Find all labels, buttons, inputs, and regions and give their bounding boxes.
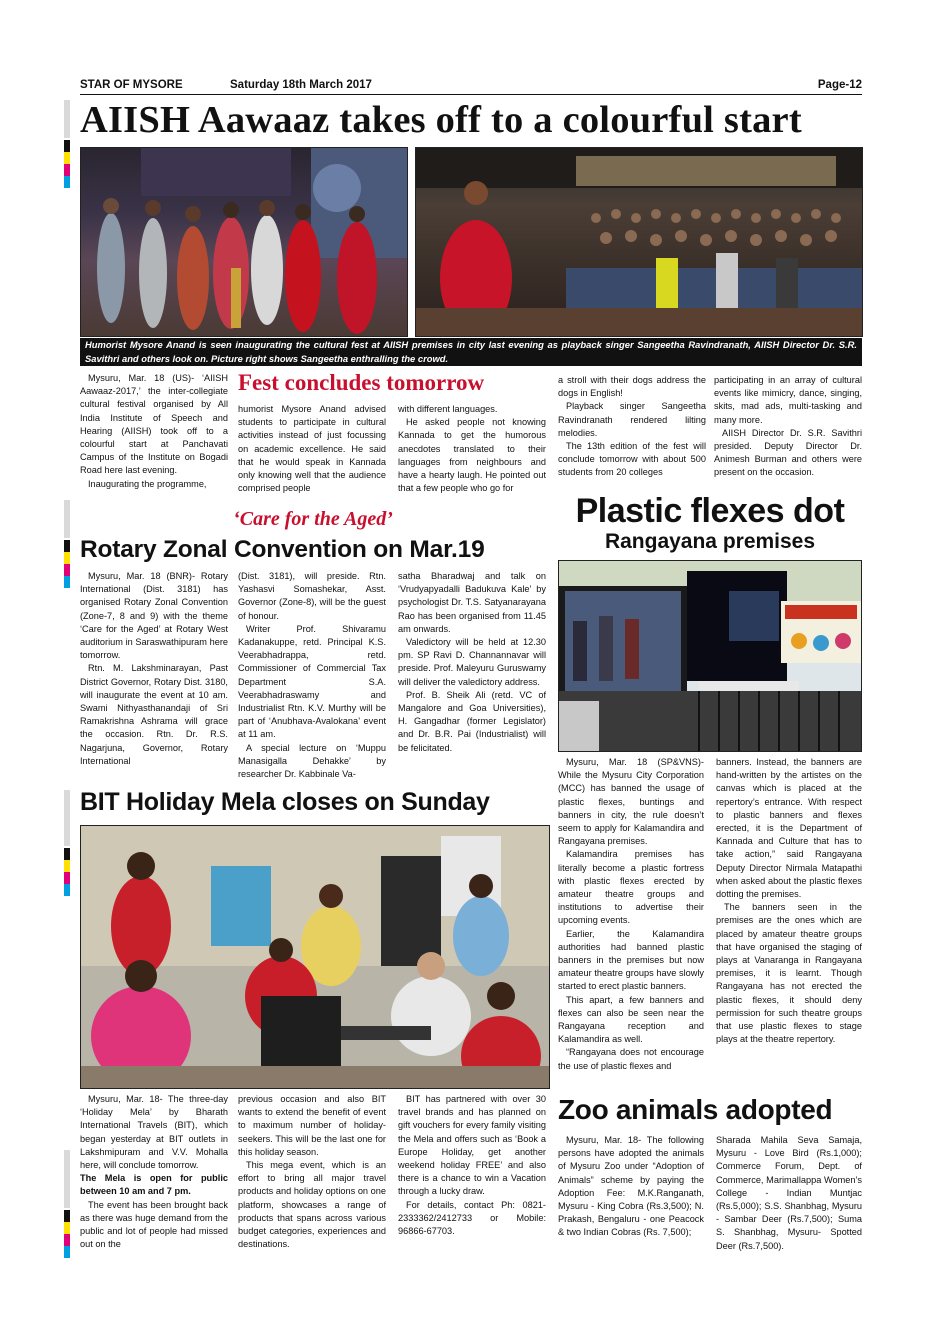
lead-col-5 <box>714 374 862 480</box>
plastic-col-1-para-b: Kalamandira premises has literally become a plastic fortress with plastic flexes erected by amateur theatre groups and institutions to advertise their upcoming events. <box>558 849 704 926</box>
plastic-col-1-para-d: This apart, a few banners and flexes can also be seen near the Rangayana reception and Kalamandira as well. <box>558 994 704 1045</box>
bit-col-2-para-a: previous occasion and also BIT wants to extend the benefit of event to maximum number of holiday-seekers. This will be the last one for this holiday season. <box>238 1094 386 1157</box>
plastic-col-2 <box>716 756 862 1046</box>
rotary-col-2 <box>238 570 386 781</box>
rotary-col-3-para-b: Valedictory will be held at 12.30 pm. SP Ravi D. Channannavar will preside. Prof. Maleyuru Guruswamy will deliver the valedictory address. <box>398 637 546 687</box>
lead-col-2-para: humorist Mysore Anand advised students to participate in cultural activities instead of just focussing on academic excellence. He said that he would speak in Kannada only knowing well that the audience comprised people <box>238 404 386 494</box>
bit-col-3 <box>398 1093 546 1238</box>
bit-col-1-para-bold: The Mela is open for public between 10 am and 7 pm. <box>80 1173 228 1197</box>
margin-bar-bottom <box>64 1150 70 1208</box>
rotary-col-1-para-a: Mysuru, Mar. 18 (BNR)- Rotary International (Dist. 3181) has organised Rotary Zonal Convention (Zone-7, 8 and 9) with the theme ‘Care for the Aged’ at Rotary West auditorium in Saraswathipuram here tomorrow. <box>80 571 228 661</box>
lead-photo-caption: Humorist Mysore Anand is seen inaugurating the cultural fest at AIISH premises in city last evening as playback singer Sangeetha Ravindranath, AIISH Director Dr. S.R. Savithri and others look on. Picture right shows Sangeetha enthralling the crowd. <box>80 338 862 366</box>
paper-name: STAR OF MYSORE <box>80 79 183 91</box>
rotary-col-2-para-c: A special lecture on ‘Muppu Manasigalla Dehakke’ by researcher Dr. Kabbinale Va- <box>238 742 386 780</box>
rotary-col-1-para-b: Rtn. M. Lakshminarayan, Past District Governor, Rotary Dist. 3180, will inaugurate the event at 10 am. Swami Nithyasthanandaji of Sri Ramakrishna Ashrama will grace the occasion. Rtn. Dr. R.S. Nagarjuna, Governor, Rotary International <box>80 663 228 766</box>
zoo-col-1-para: Mysuru, Mar. 18- The following persons have adopted the animals of Mysuru Zoo under “Adoption of Animals” scheme by paying the Adoption Fee: M.K.Ranganath, Mysuru - King Cobra (Rs.3,500); N. Prakash, Bengaluru - one Peacock & two Indian Cobras (Rs. 7,500); <box>558 1135 704 1238</box>
rotary-headline: Rotary Zonal Convention on Mar.19 <box>80 536 485 563</box>
margin-bar-low <box>64 790 70 846</box>
margin-bar-mid <box>64 500 70 538</box>
rotary-col-2-para-b: Writer Prof. Shivaramu Kadanakuppe, retd. Principal K.S. Veerabhadrappa, retd. Commissioner of Commercial Tax Department S.A. Veerabhadraswamy and Industrialist Rtn. K.V. Murthy will be part of ‘Anubhava-Avalokana’ event at 11 am. <box>238 623 386 740</box>
rotary-col-2-para-a: (Dist. 3181), will preside. Rtn. Yashasvi Somashekar, Asst. Governor (Zone-8), will be the guest of honour. <box>238 571 386 621</box>
plastic-col-1-para-a: Mysuru, Mar. 18 (SP&VNS)- While the Mysuru City Corporation (MCC) has banned the usage of plastic flexes, buntings and banners in city, the rule doesn’t seem to apply for Kalamandira and Rangayana premises. <box>558 757 704 847</box>
zoo-col-2-para: Sharada Mahila Seva Samaja, Mysuru - Love Bird (Rs.1,000); Commerce Forum, Dept. of Commerce, Marimallappa Women’s College - Indian Muntjac (Rs.5,000); S.S. Shanbhag, Mysuru - Sambar Deer (Rs.7,500); Suma S. Shanbhag, Mysuru- Spotted Deer (Rs.7,500). <box>716 1135 862 1251</box>
lead-col-4-para-b: Playback singer Sangeetha Ravindranath rendered lilting melodies. <box>558 401 706 438</box>
plastic-col-2-para-a: banners. Instead, the banners are hand-written by the artistes on the canvas which is placed at the repertory’s entrance. With respect to plastic banners and flexes erected, it is the Department of Kannada and Culture that has to take action,” said Rangayana Deputy Director Nirmala Matapathi when asked about the plastic flexes dotting the premises. <box>716 757 862 900</box>
bit-col-3-para-a: BIT has partnered with over 30 travel brands and has planned on gift vouchers for every family visiting the Mela and offers such as ‘Book a Europe Holiday, get another weekend holiday FREE’ and also there is a chance to win a Vacation through a lucky draw. <box>398 1094 546 1197</box>
photo-bit-mela <box>80 825 550 1089</box>
margin-bar-top <box>64 100 70 138</box>
lead-col-3 <box>398 403 546 495</box>
plastic-headline-2: Rangayana premises <box>604 530 816 553</box>
page-number: Page-12 <box>817 79 862 91</box>
rotary-col-1 <box>80 570 228 768</box>
lead-col-1-para-b: Inaugurating the programme, <box>88 478 207 489</box>
zoo-headline: Zoo animals adopted <box>558 1094 833 1125</box>
lead-col-3-para-b: He asked people not knowing Kannada to get the humorous anecdotes translated to their languages from neighbours and have a hearty laugh. He pointed out that a few people who go for <box>398 417 546 494</box>
rotary-col-3 <box>398 570 546 755</box>
lead-headline: AIISH Aawaaz takes off to a colourful start <box>80 99 802 141</box>
lead-col-5-para-b: AIISH Director Dr. S.R. Savithri presided. Deputy Director Dr. Animesh Burman and others were present on the occasion. <box>714 427 862 478</box>
bit-col-1 <box>80 1093 228 1251</box>
bit-col-2 <box>238 1093 386 1251</box>
bit-headline: BIT Holiday Mela closes on Sunday <box>80 788 490 816</box>
bit-col-1-para-b: The event has been brought back as there was huge demand from the public and lot of people had missed out on the <box>80 1199 228 1250</box>
lead-col-1-para: Mysuru, Mar. 18 (US)- ‘AIISH Aawaaz-2017,’ the inter-collegiate cultural festival organised by All India Institute of Speech and Hearing (AIISH) took off to a colourful start at Panchavati Campus of the Institute on Bogadi Road here last evening. <box>80 373 228 476</box>
lead-col-5-para-a: participating in an array of cultural events like mimicry, dance, singing, skits, mad ads, multi-tasking and many more. <box>714 375 862 425</box>
plastic-col-1-para-e: “Rangayana does not encourage the use of plastic flexes and <box>558 1047 704 1071</box>
zoo-col-1 <box>558 1134 704 1240</box>
plastic-headline-1: Plastic flexes dot <box>575 492 845 530</box>
zoo-col-2 <box>716 1134 862 1253</box>
lead-col-4-para-c: The 13th edition of the fest will conclude tomorrow with about 500 students from 20 colleges <box>558 441 706 478</box>
bit-col-2-para-b: This mega event, which is an effort to bring all major travel products and holiday options on one platform, showcases a range of products that spans across various budget categories, experiences and destinations. <box>238 1160 386 1250</box>
lead-col-2 <box>238 403 386 495</box>
photo-singer-crowd <box>415 147 863 337</box>
lead-col-4 <box>558 374 706 480</box>
plastic-col-2-para-b: The banners seen in the premises are the ones which are placed by amateur theatre groups that have organised the staging of plays at Vanaranga in Rangayana premises, it is learnt. Though Rangayana has not erected the plastic flexes, it should deny permission for such theatre groups that use plastic flexes to stage plays at the theatre repertory. <box>716 902 862 1045</box>
registration-strip-top <box>64 140 70 188</box>
photo-lamp-lighting <box>80 147 408 337</box>
masthead <box>80 78 862 95</box>
photo-plastic-flexes <box>558 560 862 752</box>
registration-strip-mid <box>64 540 70 588</box>
issue-date: Saturday 18th March 2017 <box>230 79 372 91</box>
rotary-col-3-para-a: satha Bharadwaj and talk on ‘Vrudyapyadalli Badukuva Kale’ by psychologist Dr. T.S. Satyanarayana Rao has been organised from 11.45 am onwards. <box>398 571 546 634</box>
rotary-kicker: ‘Care for the Aged’ <box>233 508 393 530</box>
lead-subhead: Fest concludes tomorrow <box>238 370 485 395</box>
plastic-col-1 <box>558 756 704 1073</box>
registration-strip-bottom <box>64 1210 70 1258</box>
bit-col-3-para-b: For details, contact Ph: 0821-2333362/2412733 or Mobile: 96866-67703. <box>398 1199 546 1237</box>
bit-col-1-para-a: Mysuru, Mar. 18- The three-day ‘Holiday Mela’ by Bharath International Travels (BIT), which began yesterday at BIT outlets in Lakshmipuram and V.V. Mohalla here, will conclude tomorrow. <box>80 1094 228 1171</box>
plastic-col-1-para-c: Earlier, the Kalamandira authorities had banned plastic banners in the premises but now amateur theatre groups have slowly started to erect plastic banners. <box>558 928 704 992</box>
lead-col-4-para-a: a stroll with their dogs address the dogs in English! <box>558 375 706 399</box>
lead-col-3-para-a: with different languages. <box>398 404 498 414</box>
rotary-col-3-para-c: Prof. B. Sheik Ali (retd. VC of Mangalore and Goa Universities), H. Gangadhar (former Legislator) and Dr. B.R. Pai (Industrialist) will be felicitated. <box>398 689 546 753</box>
lead-col-1 <box>80 372 228 491</box>
registration-strip-lower <box>64 848 70 896</box>
